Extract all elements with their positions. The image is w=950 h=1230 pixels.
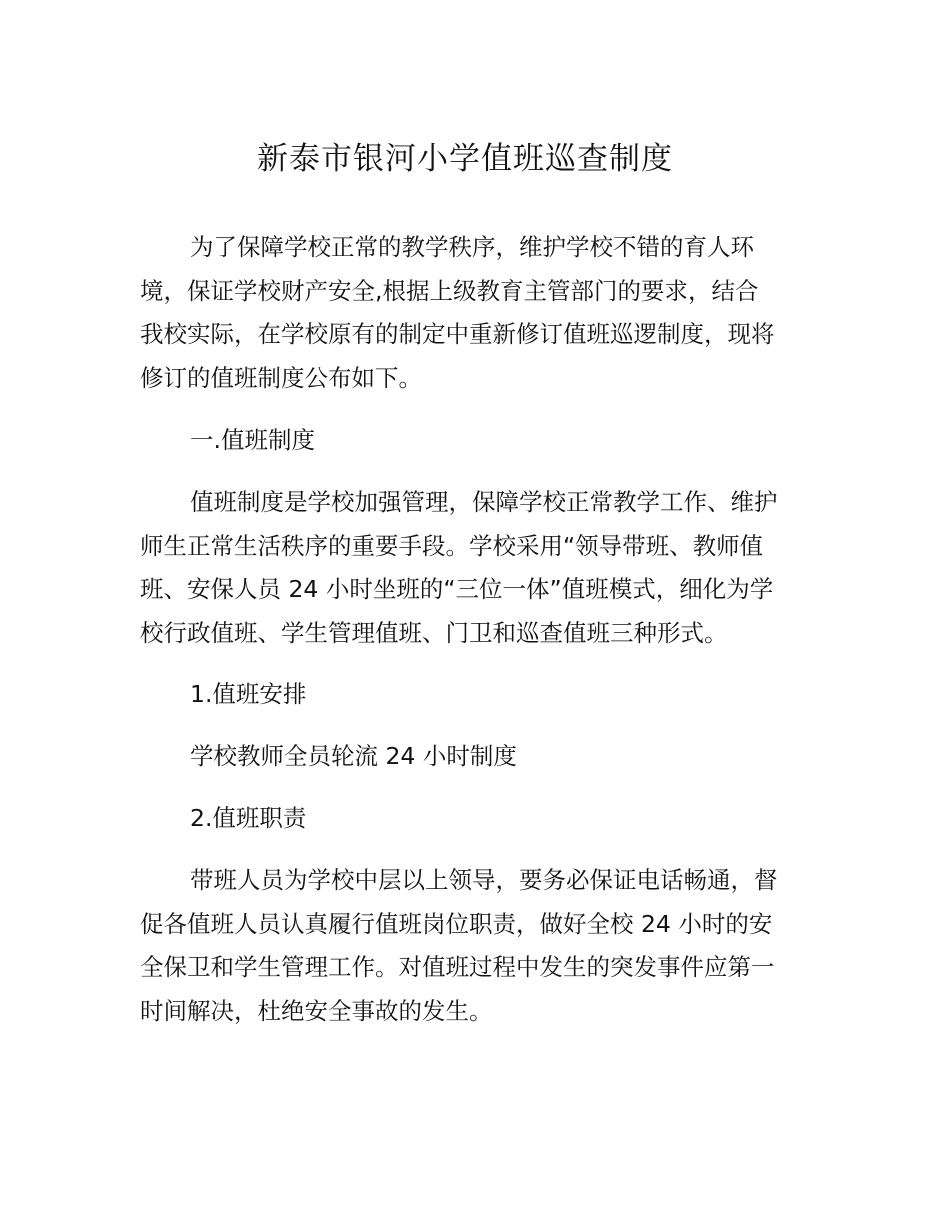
duties-line: 全保卫和学生管理工作。对值班过程中发生的突发事件应第一 xyxy=(140,953,775,981)
section1-line: 班、安保人员 24 小时坐班的“三位一体”值班模式，细化为学 xyxy=(140,575,774,603)
section1-line: 值班制度是学校加强管理，保障学校正常教学工作、维护 xyxy=(190,488,778,516)
section1-paragraph xyxy=(140,481,815,655)
intro-line: 修订的值班制度公布如下。 xyxy=(140,363,422,392)
duties-paragraph xyxy=(140,859,815,1033)
duties-line: 促各值班人员认真履行值班岗位职责，做好全校 24 小时的安 xyxy=(140,909,773,938)
section1-line: 校行政值班、学生管理值班、门卫和巡查值班三种形式。 xyxy=(140,618,728,647)
intro-paragraph xyxy=(140,226,815,400)
intro-line: 为了保障学校正常的教学秩序，维护学校不错的育人环 xyxy=(190,233,754,261)
intro-line: 境，保证学校财产安全,根据上级教育主管部门的要求，结合 xyxy=(140,276,759,305)
duties-line: 带班人员为学校中层以上领导，要务必保证电话畅通，督 xyxy=(190,866,778,894)
section1-line: 师生正常生活秩序的重要手段。学校采用“领导带班、教师值 xyxy=(140,531,764,560)
document-title: 新泰市银河小学值班巡查制度 xyxy=(257,141,673,177)
intro-line: 我校实际，在学校原有的制定中重新修订值班巡逻制度，现将 xyxy=(140,320,775,348)
subheading-duties: 2.值班职责 xyxy=(190,804,307,832)
subheading-arrangement: 1.值班安排 xyxy=(190,680,307,708)
duties-line: 时间解决，杜绝安全事故的发生。 xyxy=(140,996,493,1025)
arrangement-text: 学校教师全员轮流 24 小时制度 xyxy=(190,742,517,770)
section1-heading: 一.值班制度 xyxy=(190,426,315,454)
